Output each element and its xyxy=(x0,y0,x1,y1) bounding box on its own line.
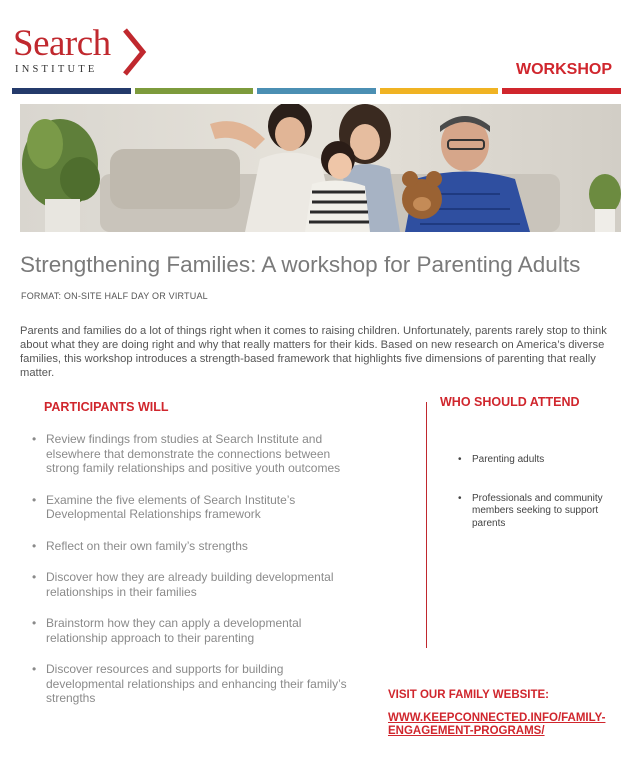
list-item xyxy=(30,493,360,522)
list-item-text: Professionals and community members seeking to support parents xyxy=(472,492,603,529)
list-item-text: Examine the five elements of Search Institute’s Developmental Relationships framework xyxy=(46,492,296,521)
stripe-blue xyxy=(257,88,376,94)
bullet-icon: • xyxy=(32,538,37,553)
stripe-navy xyxy=(12,88,131,94)
family-photo xyxy=(20,104,621,232)
logo-wordmark: Search xyxy=(13,23,111,64)
list-item xyxy=(30,662,360,706)
family-website-link[interactable]: WWW.KEEPCONNECTED.INFO/FAMILY-ENGAGEMENT-PROGRAMS/ xyxy=(388,712,606,737)
logo-subtitle: INSTITUTE xyxy=(15,64,98,75)
list-item xyxy=(30,570,360,599)
bullet-icon: • xyxy=(458,492,462,504)
stripe-green xyxy=(135,88,254,94)
attend-list xyxy=(458,454,608,530)
document-type-label: WORKSHOP xyxy=(516,61,612,78)
list-item-text: Discover how they are already building developmental relationships in their families xyxy=(46,570,334,599)
list-item-text: Discover resources and supports for building developmental relationships and enhancing their family’s strengths xyxy=(46,662,347,705)
chevron-right-icon xyxy=(121,28,147,76)
list-item xyxy=(458,454,608,467)
list-item xyxy=(30,616,360,645)
search-institute-logo xyxy=(13,24,163,84)
attend-heading: WHO SHOULD ATTEND xyxy=(440,395,580,409)
list-item xyxy=(458,493,608,531)
list-item xyxy=(30,539,360,554)
list-item xyxy=(30,432,360,476)
participants-heading: PARTICIPANTS WILL xyxy=(44,400,169,414)
bullet-icon: • xyxy=(32,662,37,676)
list-item-text: Brainstorm how they can apply a developmental relationship approach to their parenting xyxy=(46,616,302,645)
participants-list xyxy=(30,432,360,723)
format-line: FORMAT: ON-SITE HALF DAY OR VIRTUAL xyxy=(21,291,208,301)
color-stripe xyxy=(12,88,621,94)
stripe-red xyxy=(502,88,621,94)
list-item-text: Review findings from studies at Search Institute and elsewhere that demonstrate the connections between strong family relationships and positive youth outcomes xyxy=(46,432,341,475)
list-item-text: Reflect on their own family’s strengths xyxy=(46,538,248,553)
bullet-icon: • xyxy=(32,570,37,584)
bullet-icon: • xyxy=(458,454,462,465)
bullet-icon: • xyxy=(32,432,37,446)
bullet-icon: • xyxy=(32,616,37,630)
list-item-text: Parenting adults xyxy=(472,454,545,465)
page-title: Strengthening Families: A workshop for Parenting Adults xyxy=(20,252,581,277)
stripe-yellow xyxy=(380,88,499,94)
bullet-icon: • xyxy=(32,492,37,507)
column-divider xyxy=(426,402,427,648)
visit-heading: VISIT OUR FAMILY WEBSITE: xyxy=(388,689,550,701)
intro-paragraph: Parents and families do a lot of things right when it comes to raising children. Unfortunately, parents rarely stop to think about what they are doing right and why that really matters for their kids. Based on new research on America’s diverse families, this workshop introduces a strength-based framework that highlights five dimensions of parenting that really matter. xyxy=(20,325,607,379)
